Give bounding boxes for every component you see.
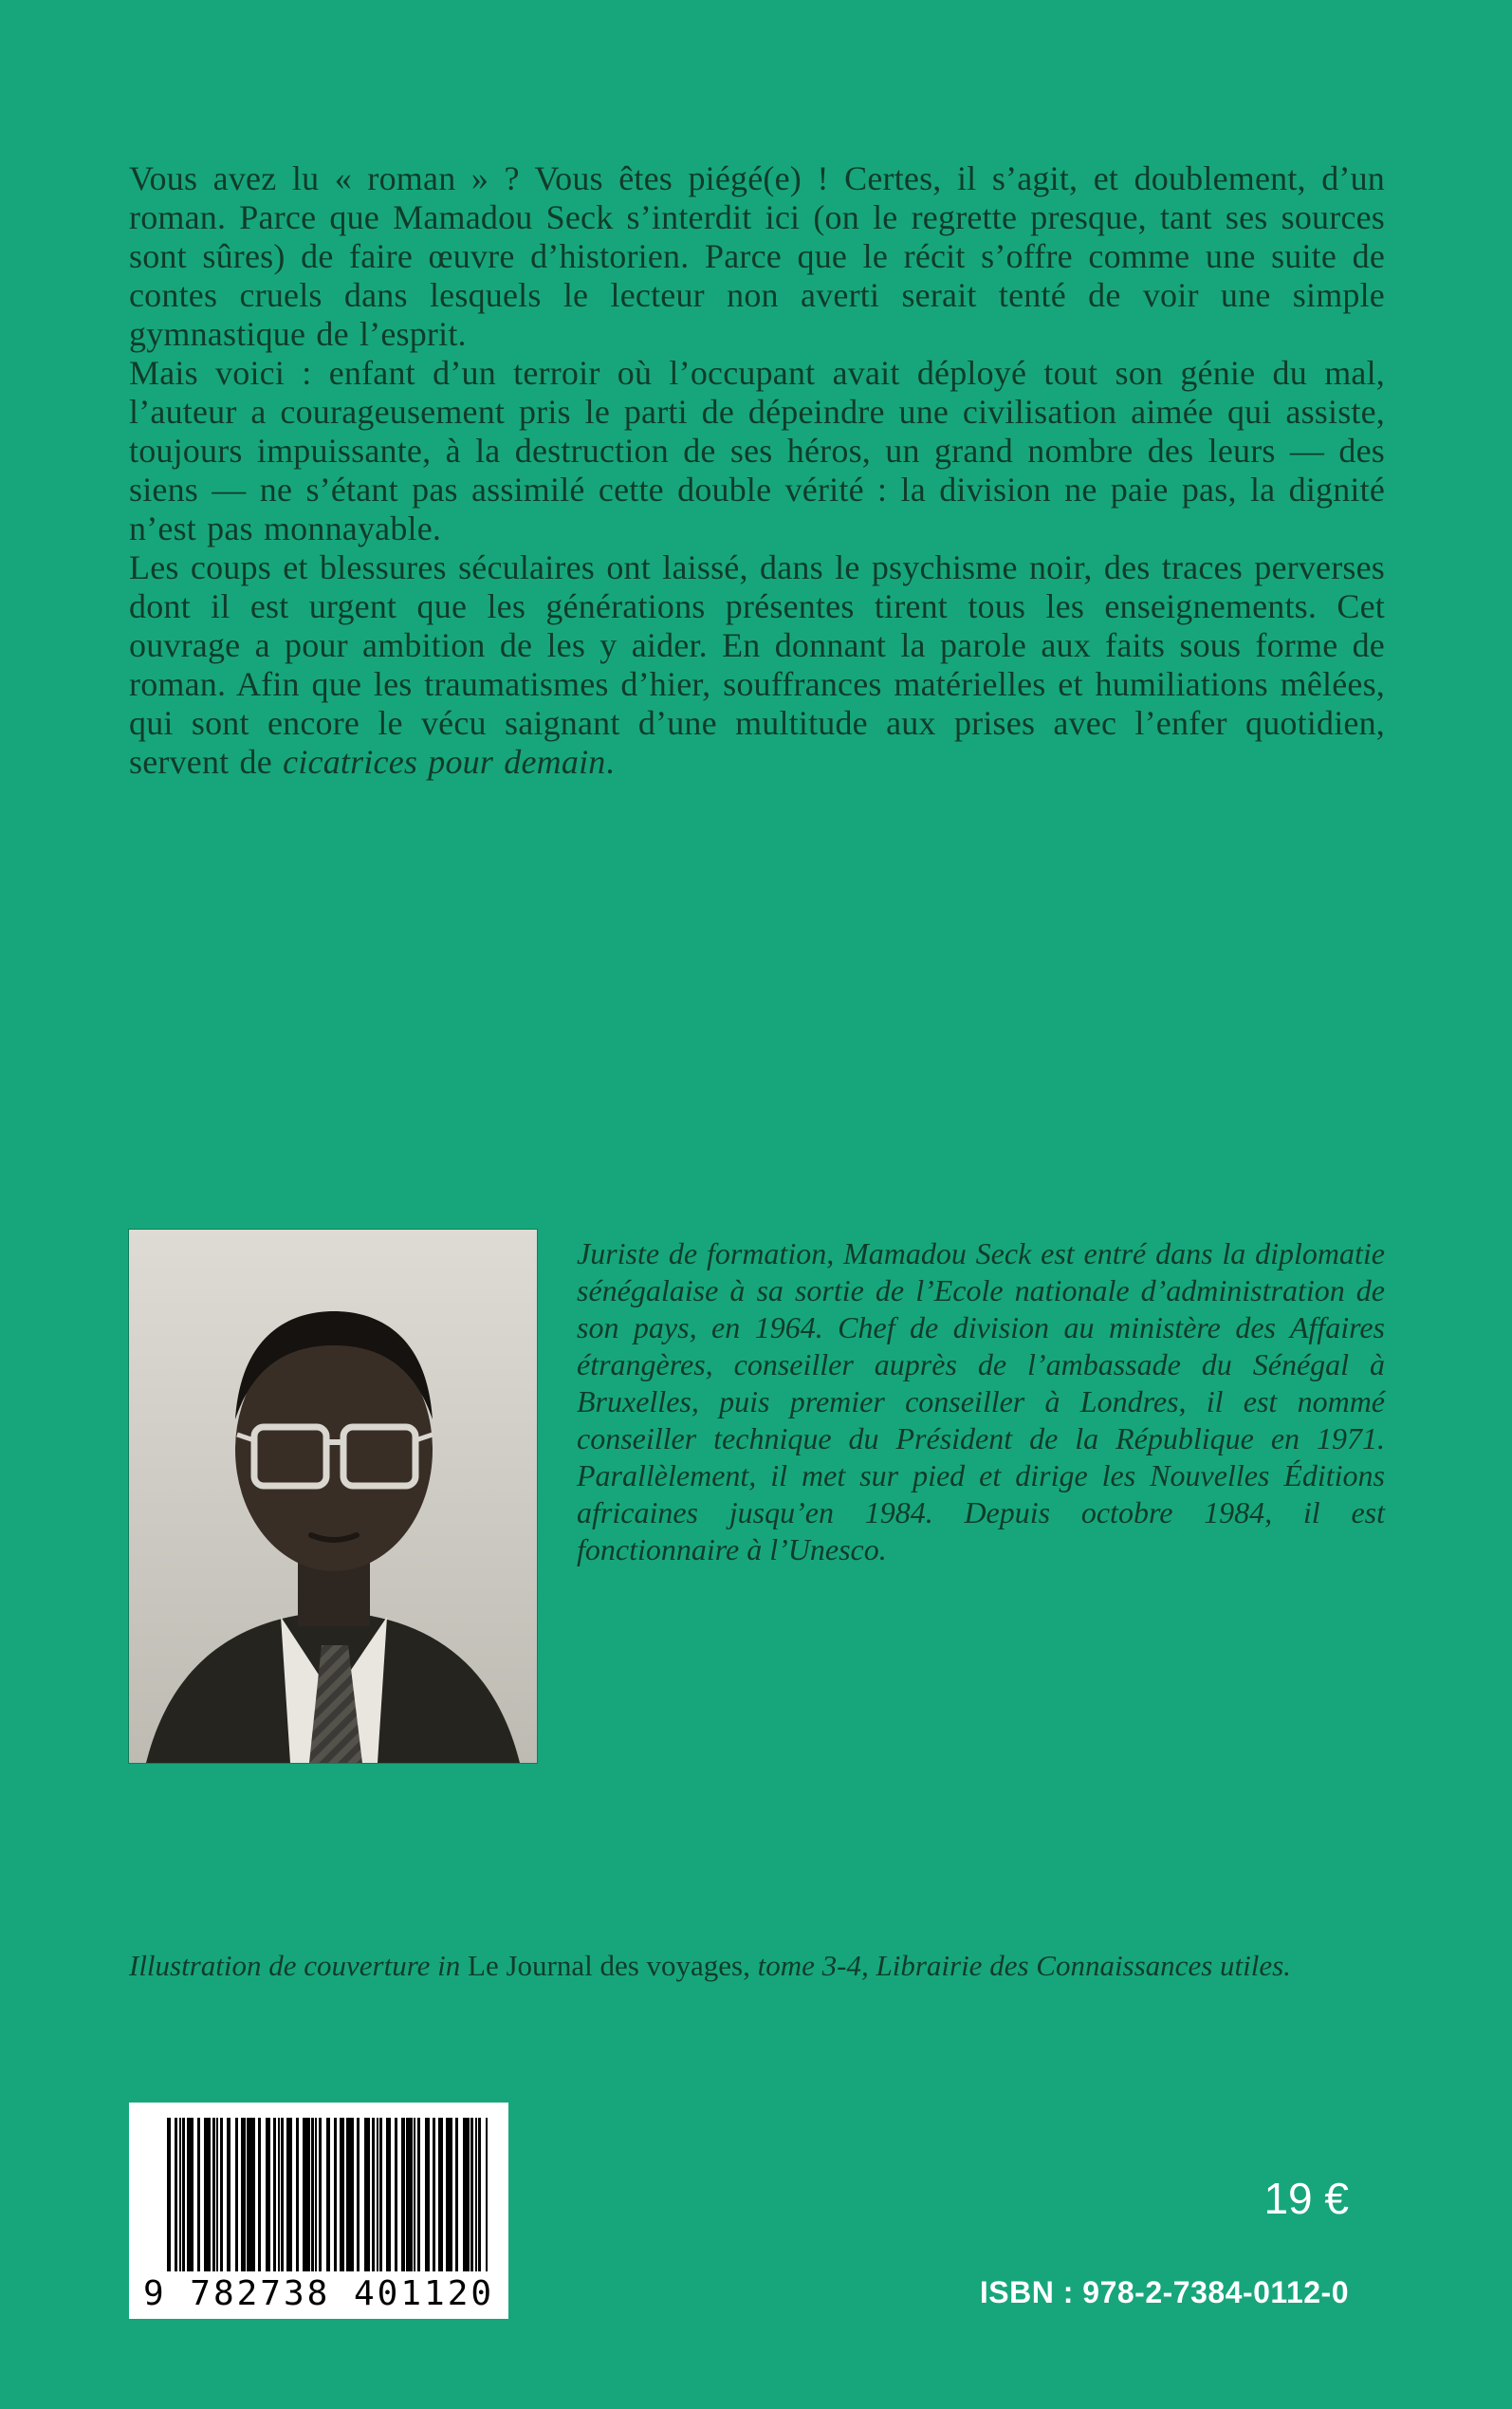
credit-journal-title: Le Journal des voyages, (460, 1949, 758, 1982)
isbn: ISBN : 978-2-7384-0112-0 (979, 2275, 1349, 2309)
blurb-paragraph-3 (129, 548, 1385, 782)
cover-illustration-credit (129, 1947, 1385, 1985)
barcode-bars (167, 2118, 488, 2271)
blurb-paragraph-3-end: . (605, 743, 615, 781)
credit-italic-tail: tome 3-4, Librairie des Connaissances utiles. (757, 1949, 1291, 1982)
blurb-italic-phrase: cicatrices pour demain (283, 743, 606, 781)
credit-italic-lead: Illustration de couverture in (129, 1949, 461, 1982)
barcode-number: 9 782738 401120 (129, 2273, 508, 2319)
blurb-paragraph-2: Mais voici : enfant d’un terroir où l’occupant avait déployé tout son génie du mal, l’auteur a courageusement pris le parti de dépeindre une civilisation aimée qui assiste, toujours impuissante, à la destruction de ses héros, un grand nombre des leurs — des siens — ne s’étant pas assimilé cette double vérité : la division ne paie pas, la dignité n’est pas monnayable. (129, 354, 1385, 547)
blurb-paragraph-3-text: Les coups et blessures séculaires ont laissé, dans le psychisme noir, des traces perverses dont il est urgent que les générations présentes tirent tous les enseignements. Cet ouvrage a pour ambition de les y aider. En donnant la parole aux faits sous forme de roman. Afin que les traumatismes d’hier, souffrances matérielles et humiliations mêlées, qui sont encore le vécu saignant d’une multitude aux prises avec l’enfer quotidien, servent de (129, 548, 1385, 781)
author-section (129, 1230, 1385, 1763)
author-photo (129, 1230, 537, 1763)
barcode (129, 2103, 508, 2319)
back-cover-blurb (129, 159, 1385, 782)
author-bio: Juriste de formation, Mamadou Seck est entré dans la diplomatie sénégalaise à sa sortie de l’Ecole nationale d’administration de son pays, en 1964. Chef de division au ministère des Affaires étrangères, conseiller auprès de l’ambassade du Sénégal à Bruxelles, puis premier conseiller à Londres, il est nommé conseiller technique du Président de la République en 1971. Parallèlement, il met sur pied et dirige les Nouvelles Éditions africaines jusqu’en 1984. Depuis octobre 1984, il est fonctionnaire à l’Unesco. (577, 1236, 1385, 1566)
blurb-paragraph-1: Vous avez lu « roman » ? Vous êtes piégé(e) ! Certes, il s’agit, et doublement, d’un roman. Parce que Mamadou Seck s’interdit ici (on le regrette presque, tant ses sources sont sûres) de faire œuvre d’historien. Parce que le récit s’offre comme une suite de contes cruels dans lesquels le lecteur non averti serait tenté de voir une simple gymnastique de l’esprit. (129, 159, 1385, 353)
price: 19 € (1263, 2174, 1349, 2223)
